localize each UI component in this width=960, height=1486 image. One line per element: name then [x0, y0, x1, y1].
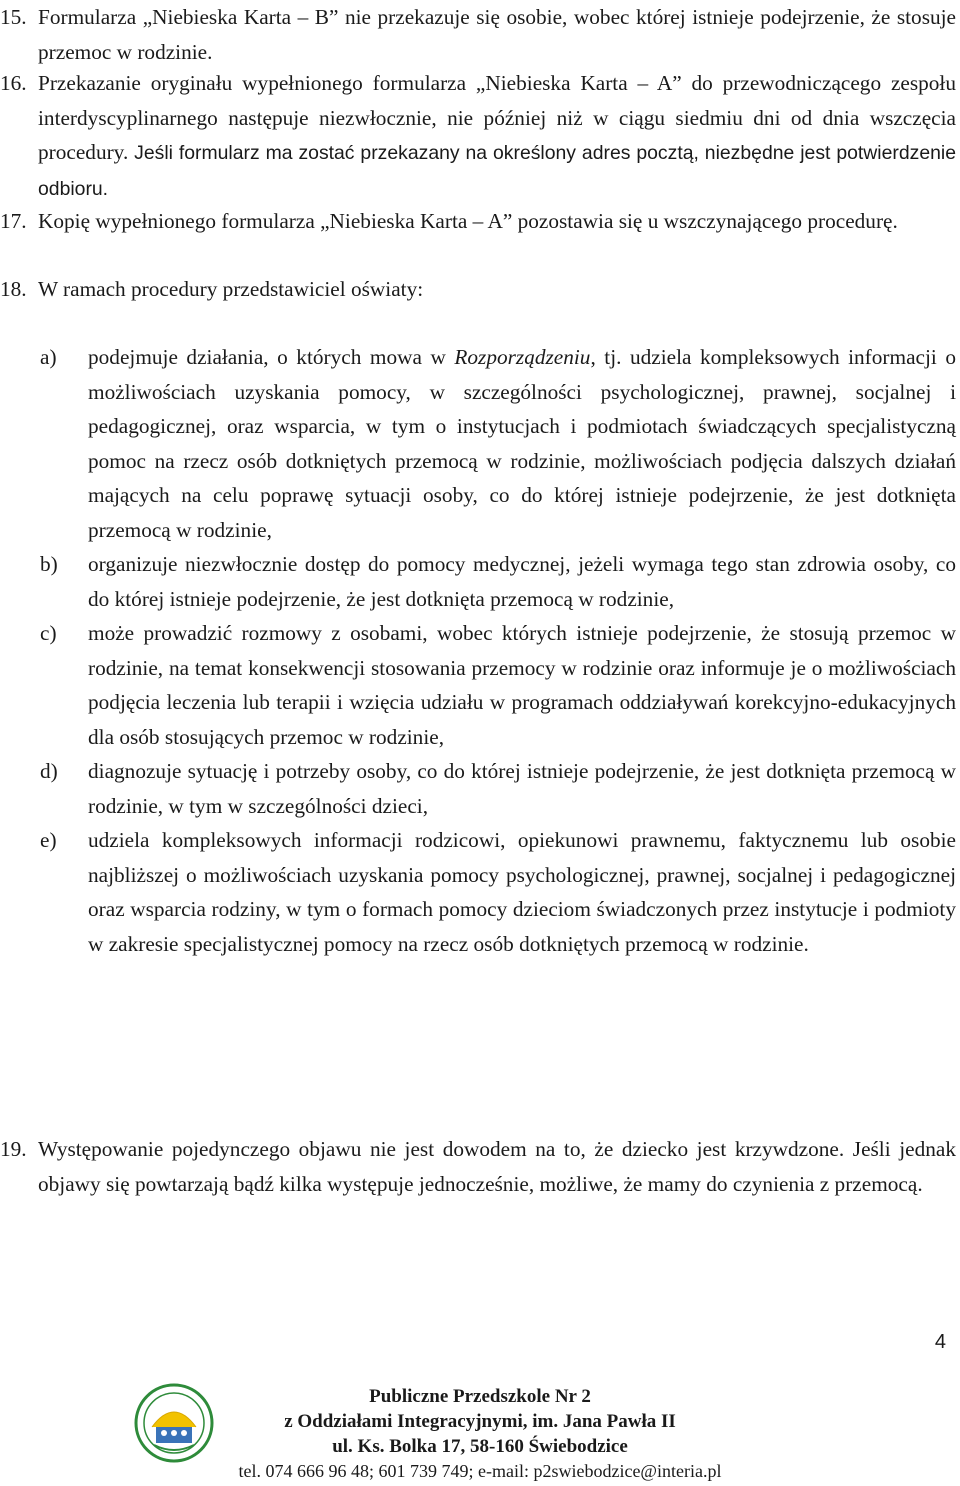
duties-list: [0, 340, 956, 961]
paragraph-number: 15.: [0, 5, 27, 29]
list-item-text-part: , tj. udziela kompleksowych informacji o możliwościach uzyskania pomocy, w szczególności psychologicznej, prawnej, socjalnej i pedagogicznej, oraz wsparcia, w tym o instytucjach i podmiotach świadczących specjalistyczną pomoc na rzecz osób dotkniętych przemocą w rodzinie, możliwościach podjęcia dalszych działań mających na celu poprawę sytuacji osoby, co do której istnieje podejrzenie, że jest dotknięta przemocą w rodzinie,: [88, 345, 956, 542]
list-item-label: b): [40, 552, 58, 576]
paragraph-19: [0, 1132, 956, 1201]
list-item-text-part: podejmuje działania, o których mowa w: [88, 345, 455, 369]
list-item-text: [88, 340, 956, 547]
list-item-text: organizuje niezwłocznie dostęp do pomocy medycznej, jeżeli wymaga tego stan zdrowia osoby, co do której istnieje podejrzenie, że jest dotknięta przemocą w rodzinie,: [88, 552, 956, 611]
list-item-label: c): [40, 621, 57, 645]
list-item-label: a): [40, 345, 57, 369]
paragraph-text: Kopię wypełnionego formularza „Niebieska Karta – A” pozostawia się u wszczynającego procedurę.: [38, 209, 898, 233]
list-item-label: e): [40, 828, 57, 852]
list-item-text: może prowadzić rozmowy z osobami, wobec których istnieje podejrzenie, że stosują przemoc w rodzinie, na temat konsekwencji stosowania przemocy w rodzinie oraz informuje je o możliwościach podjęcia leczenia lub terapii i wzięcia udziału w programach oddziaływań korekcyjno-edukacyjnych dla osób stosujących przemoc w rodzinie,: [88, 621, 956, 749]
paragraph-text: Przekazanie oryginału wypełnionego formularza „Niebieska Karta – A” do przewodniczącego zespołu interdyscyplinarnego następuje niezwłocznie, nie później niż w ciągu siedmiu dni od dnia wszczęcia procedury.: [38, 71, 956, 164]
school-name: Publiczne Przedszkole Nr 2: [369, 1386, 591, 1407]
list-item-d: [0, 754, 956, 823]
paragraph-text: Formularza „Niebieska Karta – B” nie przekazuje się osobie, wobec której istnieje podejrzenie, że stosuje przemoc w rodzinie.: [38, 5, 956, 64]
page-number: 4: [934, 1331, 946, 1353]
paragraph-18: [0, 272, 956, 307]
list-item-label: d): [40, 759, 58, 783]
paragraph-text-sans: Jeśli formularz ma zostać przekazany na określony adres pocztą, niezbędne jest potwierdzenie odbioru.: [38, 142, 956, 200]
paragraph-17: [0, 204, 956, 239]
paragraph-number: 18.: [0, 277, 27, 301]
paragraph-number: 17.: [0, 209, 27, 233]
paragraph-16: [0, 66, 956, 206]
paragraph-number: 19.: [0, 1137, 27, 1161]
paragraph-text: Występowanie pojedynczego objawu nie jest dowodem na to, że dziecko jest krzywdzone. Jeśli jednak objawy się powtarzają bądź kilka występuje jednocześnie, możliwe, że mamy do czynienia z przemocą.: [38, 1137, 956, 1196]
school-contact: tel. 074 666 96 48; 601 739 749; e-mail: p2swiebodzice@interia.pl: [238, 1461, 722, 1481]
list-item-e: [0, 823, 956, 961]
paragraph-number: 16.: [0, 71, 27, 95]
paragraph-15: [0, 0, 956, 69]
list-item-text: diagnozuje sytuację i potrzeby osoby, co do której istnieje podejrzenie, że jest dotknięta przemocą w rodzinie, w tym w szczególności dzieci,: [88, 759, 956, 818]
list-item-a: [0, 340, 956, 547]
paragraph-text-wrap: [38, 66, 956, 206]
list-item-text: udziela kompleksowych informacji rodzicowi, opiekunowi prawnemu, faktycznemu lub osobie najbliższej o możliwościach uzyskania pomocy psychologicznej, prawnej, socjalnej i pedagogicznej oraz wsparcia rodziny, w tym o formach pomocy dzieciom świadczonych przez instytucje i podmioty w zakresie specjalistycznej pomocy na rzecz osób dotkniętych przemocą w rodzinie.: [88, 828, 956, 956]
list-item-c: [0, 616, 956, 754]
school-subtitle: z Oddziałami Integracyjnymi, im. Jana Pawła II: [284, 1411, 676, 1432]
school-footer: [0, 1384, 960, 1484]
regulation-reference: Rozporządzeniu: [454, 345, 591, 369]
school-address: ul. Ks. Bolka 17, 58-160 Świebodzice: [332, 1436, 628, 1457]
paragraph-text: W ramach procedury przedstawiciel oświaty:: [38, 277, 424, 301]
list-item-b: [0, 547, 956, 616]
